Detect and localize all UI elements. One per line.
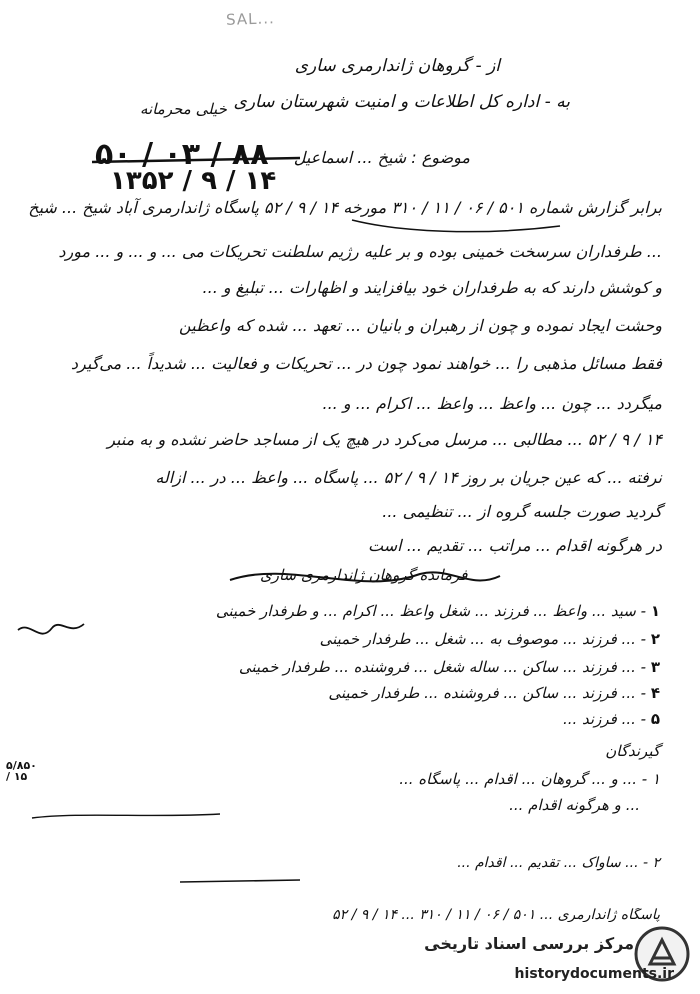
footer-line-1: ۲ - ... ساواک ... تقدیم ... اقدام ...	[457, 855, 660, 871]
body-line: ۱۴ / ۹ / ۵۲ ... مطالبی ... مرسل می‌کرد در هیچ یک از مساجد حاضر نشده و به منبر	[107, 430, 662, 449]
body-line: فقط مسائل مذهبی را ... خواهند نمود چون در ... تحریکات و فعالیت ... شدیداً ... می‌گیرد	[70, 354, 662, 373]
list-item: ۵ - ... فرزند ...	[562, 710, 660, 728]
body-line: در هرگونه اقدام ... مراتب ... تقدیم ... است	[368, 536, 662, 555]
list-item-number: ۱	[650, 602, 660, 620]
list-item-number: ۴	[650, 684, 660, 702]
list-item-text: ... فرزند ... ساکن ... فروشنده ... طرفدار خمینی	[328, 684, 636, 702]
reference-number: ۵۰ / ۰۳ / ۸۸	[95, 137, 269, 172]
list-item: ۱ - سید ... واعظ ... فرزند ... شغل واعظ ... اکرام ... و طرفدار خمینی	[215, 602, 660, 620]
from-line: از - گروهان ژاندارمری ساری	[294, 56, 500, 76]
signature-text: فرمانده گروهان ژاندارمری ساری	[260, 566, 468, 584]
recipients-line-2: ... و هرگونه اقدام ...	[509, 796, 640, 814]
watermark-logo	[408, 920, 696, 990]
body-line: نرفته ... که عین جریان بر روز ۱۴ / ۹ / ۵۲ ... پاسگاه ... واعظ ... در ... ازاله	[155, 468, 662, 487]
list-item: ۴ - ... فرزند ... ساکن ... فروشنده ... طرفدار خمینی	[328, 684, 660, 702]
list-item-text: ... فرزند ...	[562, 710, 636, 728]
margin-scribble	[18, 624, 84, 634]
list-item-number: ۳	[650, 658, 660, 676]
faded-stamp: SAL...	[225, 9, 276, 29]
body-line: ... طرفداران سرسخت خمینی بوده و بر علیه رژیم سلطنت تحریکات می ... و ... و ... مورد	[58, 242, 662, 261]
body-line: میگردد ... چون ... واعظ ... واعظ ... اکرام ... و ...	[322, 394, 662, 413]
reference-underline	[92, 158, 300, 162]
list-item: ۳ - ... فرزند ... ساکن ... ساله شغل ... فروشنده ... طرفدار خمینی	[238, 658, 660, 676]
margin-note: ۵/۸۵۰ / ۱۵	[6, 759, 37, 783]
watermark-title: مرکز بررسی اسناد تاریخی	[424, 934, 634, 953]
body-line: وحشت ایجاد نموده و چون از رهبران و بانیان ... تعهد ... شده که واعظین	[179, 316, 662, 335]
list-item-text: سید ... واعظ ... فرزند ... شغل واعظ ... اکرام ... و طرفدار خمینی	[215, 602, 636, 620]
subject-line: موضوع : شیخ ... اسماعیل	[293, 148, 470, 167]
body-line: و کوشش دارند که به طرفداران خود بیافزایند و اظهارات ... تبلیغ و ...	[202, 278, 662, 297]
recipients-label: گیرندگان	[605, 742, 660, 760]
footer-line-2: پاسگاه ژاندارمری ... ۵۰۱ / ۰۶ / ۱۱ / ۳۱۰ ... ۱۴ / ۹ / ۵۲	[332, 908, 660, 922]
body-line: گردید صورت جلسه گروه از ... تنظیمی ...	[382, 502, 662, 521]
body-line: برابر گزارش شماره ۵۰۱ / ۰۶ / ۱۱ / ۳۱۰ مورخه ۱۴ / ۹ / ۵۲ پاسگاه ژاندارمری آباد شیخ ... شیخ	[28, 198, 662, 217]
list-item-text: ... فرزند ... ساکن ... ساله شغل ... فروشنده ... طرفدار خمینی	[238, 658, 636, 676]
list-item: ۲ - ... فرزند ... موصوف به ... شغل ... طرفدار خمینی	[319, 630, 660, 648]
reference-date: ۱۳۵۲ / ۹ / ۱۴	[110, 166, 277, 196]
recipients-line: ۱ - ... و ... گروهان ... اقدام ... پاسگاه ...	[399, 770, 660, 788]
footer-underline	[180, 880, 300, 882]
list-item-text: ... فرزند ... موصوف به ... شغل ... طرفدار خمینی	[319, 630, 636, 648]
signature-scrawl	[230, 572, 500, 581]
list-item-number: ۲	[650, 630, 660, 648]
list-item-number: ۵	[650, 710, 660, 728]
reference-fraction-line	[352, 220, 560, 232]
classification-label: خیلی محرمانه	[140, 100, 227, 118]
footer-divider-stroke	[32, 814, 220, 818]
watermark-url: historydocuments.ir	[514, 966, 674, 982]
to-line: به - اداره کل اطلاعات و امنیت شهرستان ساری	[233, 92, 570, 112]
